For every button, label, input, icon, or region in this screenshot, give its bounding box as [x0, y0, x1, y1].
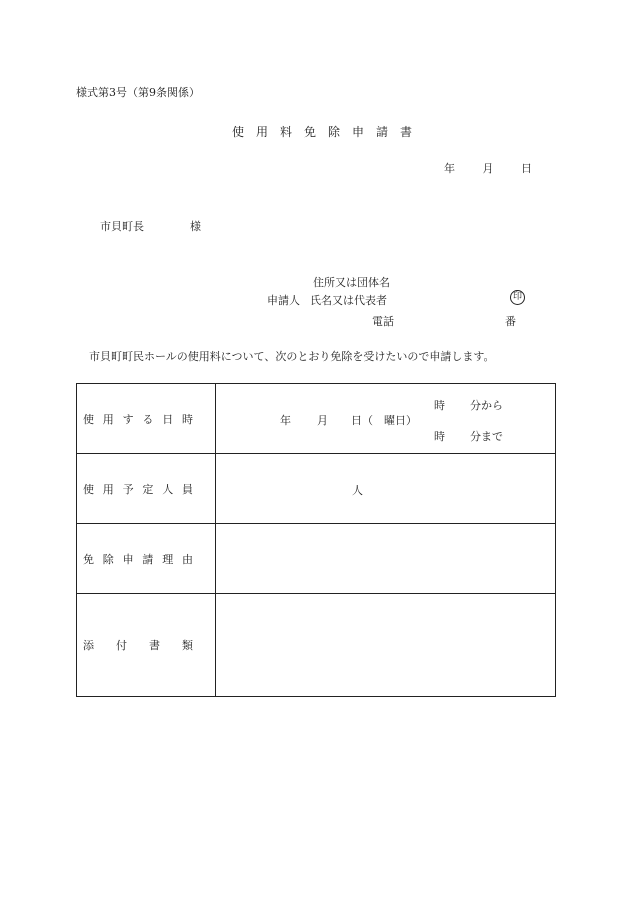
expected-people-field[interactable] [216, 454, 556, 524]
row-label-char: 用 [102, 412, 114, 426]
row-label-char: す [122, 412, 134, 426]
applicant-name-label: 氏名又は代表者 [310, 294, 387, 307]
row-label-char: 理 [162, 552, 174, 566]
application-statement: 市貝町町民ホールの使用料について、次のとおり免除を受けたいので申請します。 [89, 350, 495, 363]
addressee [100, 218, 201, 234]
table-row [77, 594, 556, 697]
seal-mark: 印 [510, 290, 525, 305]
table-row [77, 524, 556, 594]
exemption-reason-field[interactable] [216, 524, 556, 594]
row-label-usage-datetime [77, 384, 216, 454]
usage-time-start-hour: 時 [434, 399, 445, 412]
row-label-char: 用 [102, 482, 114, 496]
document-title: 使用料免除申請書 [232, 125, 425, 139]
applicant-role-label: 申請人 [267, 294, 300, 307]
row-label-expected-people [77, 454, 216, 524]
row-label-exemption-reason [77, 524, 216, 594]
usage-month: 月 [317, 414, 328, 427]
usage-time-start-suffix: 分から [470, 399, 503, 412]
row-label-char: 由 [181, 552, 193, 566]
row-label-char: 付 [116, 639, 127, 652]
row-label-char: 人 [162, 482, 174, 496]
row-label-char: 類 [182, 639, 193, 652]
application-date [444, 160, 532, 176]
row-label-char: 請 [142, 552, 154, 566]
row-label-char: 使 [83, 412, 94, 426]
row-label-char: 日 [162, 412, 174, 426]
attachments-field[interactable] [216, 594, 556, 697]
row-label-char: 添 [83, 639, 94, 652]
row-label-char: 時 [181, 412, 193, 426]
addressee-honorific: 様 [190, 220, 201, 233]
row-label-char: 定 [142, 482, 154, 496]
usage-datetime-field[interactable] [216, 384, 556, 454]
date-year: 年 [444, 162, 455, 175]
address-label: 住所又は団体名 [313, 276, 390, 289]
usage-day-weekday: 日（ 曜日） [351, 414, 417, 427]
row-label-attachments [77, 594, 216, 697]
applicant-line [267, 292, 387, 308]
row-label-char: 書 [149, 639, 160, 652]
usage-year: 年 [280, 414, 291, 427]
row-label-char: る [142, 412, 154, 426]
usage-time-end-suffix: 分まで [470, 430, 503, 443]
date-day: 日 [521, 162, 532, 175]
addressee-name: 市貝町長 [100, 220, 144, 233]
phone-suffix: 番 [505, 315, 516, 328]
people-unit: 人 [352, 484, 363, 497]
row-label-char: 使 [83, 482, 94, 496]
row-label-char: 員 [181, 482, 193, 496]
form-number: 様式第3号（第9条関係） [76, 86, 200, 99]
application-table [76, 383, 556, 697]
phone-label: 電話 [372, 315, 394, 328]
table-row [77, 384, 556, 454]
row-label-char: 申 [122, 552, 134, 566]
table-row [77, 454, 556, 524]
row-label-char: 免 [83, 552, 94, 566]
row-label-char: 除 [102, 552, 114, 566]
usage-time-end-hour: 時 [434, 430, 445, 443]
row-label-char: 予 [122, 482, 134, 496]
date-month: 月 [482, 162, 494, 175]
